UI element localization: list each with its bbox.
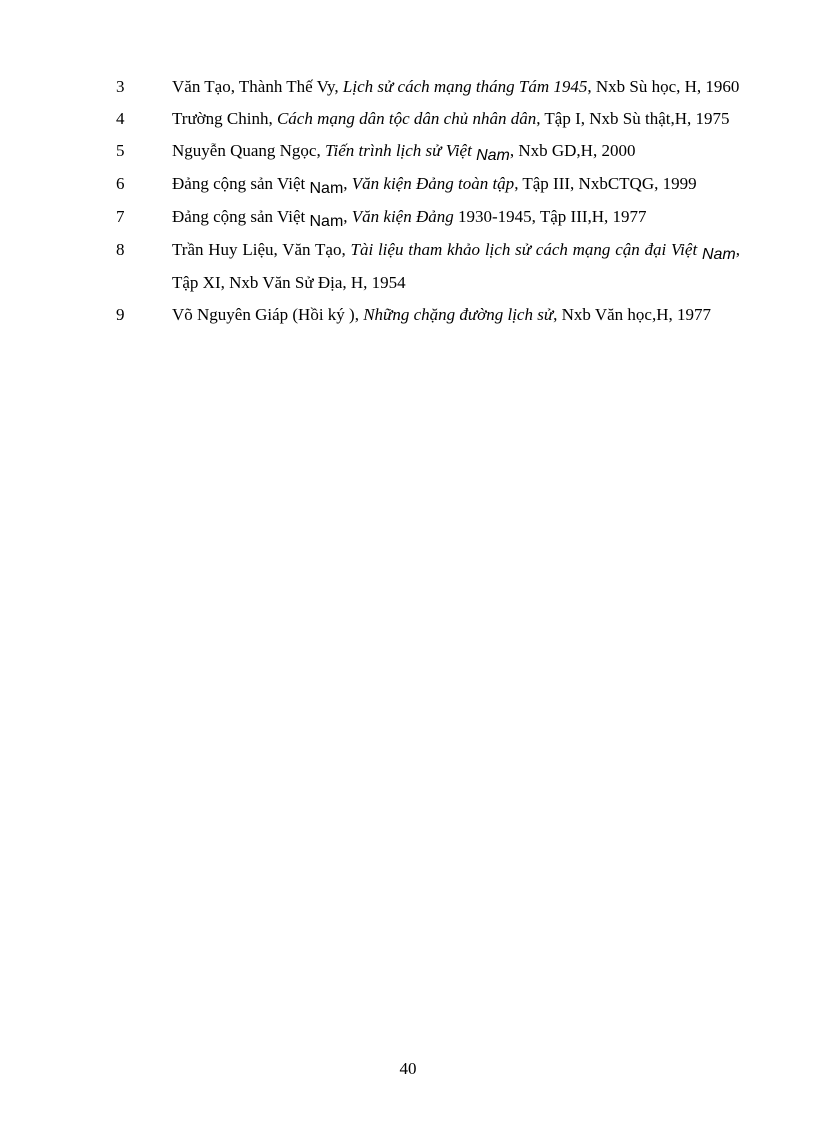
reference-publisher: , Tập I, Nxb Sù thật,H, 1975 [536, 109, 730, 128]
reference-title-tail: Nam [701, 246, 736, 263]
reference-number: 4 [116, 109, 125, 128]
reference-item [116, 135, 740, 168]
reference-title: Văn kiện Đảng [351, 207, 454, 226]
reference-author: Nguyễn Quang Ngọc, [172, 141, 325, 160]
reference-item [116, 168, 740, 201]
reference-publisher: 1930-1945, Tập III,H, 1977 [453, 207, 647, 226]
reference-text [172, 135, 740, 168]
reference-text [172, 201, 740, 234]
reference-separator: , [343, 174, 352, 193]
reference-text [172, 103, 740, 135]
reference-author-tail: Nam [309, 213, 344, 230]
reference-publisher: , Tập XI, Nxb Văn Sử Địa, H, 1954 [172, 240, 740, 292]
reference-number: 5 [116, 141, 125, 160]
reference-publisher: , Nxb GD,H, 2000 [509, 141, 636, 160]
reference-title: Tiến trình lịch sử Việt [324, 141, 477, 160]
reference-text [172, 299, 740, 331]
reference-list [116, 71, 740, 331]
reference-author-tail: Nam [309, 180, 344, 197]
reference-separator: , [343, 207, 352, 226]
reference-item [116, 234, 740, 299]
reference-item [116, 299, 740, 331]
reference-number: 9 [116, 305, 125, 324]
reference-number: 7 [116, 207, 125, 226]
reference-item [116, 71, 740, 103]
reference-author: Đảng cộng sản Việt [172, 174, 310, 193]
reference-title: Tài liệu tham khảo lịch sử cách mạng cận đại Việt [350, 240, 702, 259]
reference-publisher: , Nxb Sù học, H, 1960 [587, 77, 740, 96]
reference-publisher: , Tập III, NxbCTQG, 1999 [514, 174, 697, 193]
reference-number: 3 [116, 77, 125, 96]
page-number: 40 [399, 1059, 417, 1078]
reference-text [172, 234, 740, 299]
reference-item [116, 201, 740, 234]
reference-author: Trần Huy Liệu, Văn Tạo, [172, 240, 351, 259]
reference-item [116, 103, 740, 135]
reference-author: Võ Nguyên Giáp (Hồi ký ), [172, 305, 364, 324]
reference-author: Văn Tạo, Thành Thế Vy, [172, 77, 343, 96]
reference-author: Trường Chinh, [172, 109, 277, 128]
reference-publisher: , Nxb Văn học,H, 1977 [553, 305, 711, 324]
reference-title: Những chặng đường lịch sử [363, 305, 554, 324]
reference-text [172, 71, 740, 103]
reference-title: Văn kiện Đảng toàn tập [351, 174, 515, 193]
reference-title: Lịch sử cách mạng tháng Tám 1945 [342, 77, 588, 96]
reference-title-tail: Nam [476, 147, 510, 164]
reference-text [172, 168, 740, 201]
reference-number: 8 [116, 240, 125, 259]
reference-number: 6 [116, 174, 125, 193]
reference-title: Cách mạng dân tộc dân chủ nhân dân [276, 109, 537, 128]
reference-author: Đảng cộng sản Việt [172, 207, 310, 226]
